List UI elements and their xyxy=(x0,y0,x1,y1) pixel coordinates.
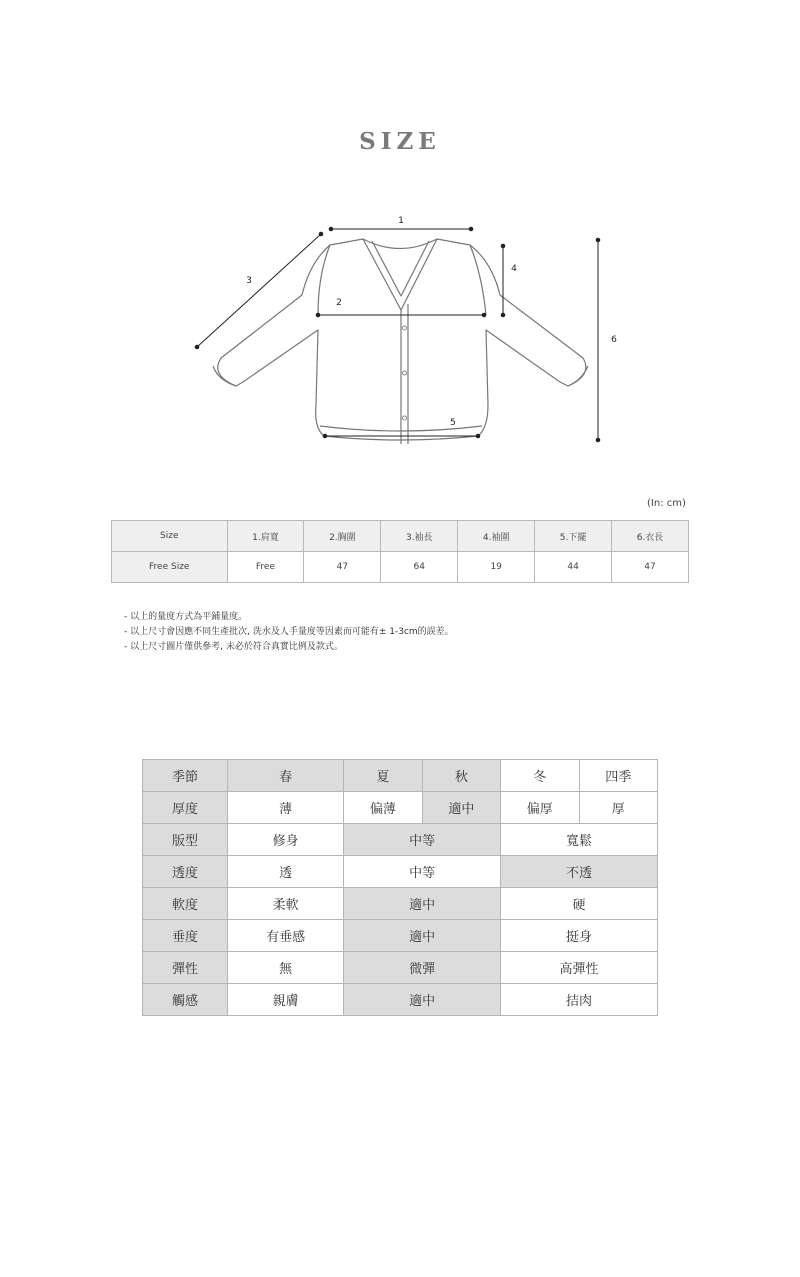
row-label: 透度 xyxy=(143,856,228,888)
option-cell: 適中 xyxy=(344,888,501,920)
row-label: 垂度 xyxy=(143,920,228,952)
left-cuff xyxy=(213,366,236,386)
header-cell: 1.肩寬 xyxy=(227,521,304,552)
page-title: SIZE xyxy=(359,128,441,155)
option-cell: 偏薄 xyxy=(344,792,422,824)
label-2: 2 xyxy=(336,298,342,308)
size-cell: 44 xyxy=(535,552,612,583)
option-cell: 春 xyxy=(228,760,344,792)
option-cell: 適中 xyxy=(344,920,501,952)
option-cell: 高彈性 xyxy=(501,952,658,984)
row-fit xyxy=(143,824,658,856)
size-table-header xyxy=(112,521,689,552)
label-3: 3 xyxy=(246,276,252,286)
button xyxy=(403,326,407,330)
size-cell: 19 xyxy=(458,552,535,583)
option-cell: 微彈 xyxy=(344,952,501,984)
option-cell: 中等 xyxy=(344,856,501,888)
row-elasticity xyxy=(143,952,658,984)
garment-measurement-diagram xyxy=(0,200,800,460)
option-cell: 適中 xyxy=(344,984,501,1016)
button xyxy=(403,371,407,375)
option-cell: 有垂感 xyxy=(228,920,344,952)
option-cell: 秋 xyxy=(422,760,500,792)
cardigan-outline xyxy=(218,239,586,440)
option-cell: 柔軟 xyxy=(228,888,344,920)
option-cell: 親膚 xyxy=(228,984,344,1016)
option-cell: 四季 xyxy=(579,760,658,792)
fabric-properties-table xyxy=(142,759,658,1016)
option-cell: 偏厚 xyxy=(501,792,579,824)
option-cell: 夏 xyxy=(344,760,422,792)
label-6: 6 xyxy=(611,335,617,345)
option-cell: 不透 xyxy=(501,856,658,888)
row-touch xyxy=(143,984,658,1016)
row-thickness xyxy=(143,792,658,824)
label-1: 1 xyxy=(398,216,404,226)
row-softness xyxy=(143,888,658,920)
row-label: 季節 xyxy=(143,760,228,792)
measurement-notes xyxy=(124,610,454,655)
option-cell: 硬 xyxy=(501,888,658,920)
option-cell: 透 xyxy=(228,856,344,888)
option-cell: 薄 xyxy=(228,792,344,824)
header-cell: 5.下擺 xyxy=(535,521,612,552)
option-cell: 無 xyxy=(228,952,344,984)
note-line: - 以上的量度方式為平鋪量度。 xyxy=(124,612,248,622)
row-label: 彈性 xyxy=(143,952,228,984)
label-4: 4 xyxy=(511,264,517,274)
option-cell: 拮肉 xyxy=(501,984,658,1016)
size-cell: Free Size xyxy=(112,552,228,583)
row-label: 版型 xyxy=(143,824,228,856)
row-label: 軟度 xyxy=(143,888,228,920)
size-cell: 47 xyxy=(612,552,689,583)
neckline xyxy=(363,239,437,310)
row-sheerness xyxy=(143,856,658,888)
size-cell: 47 xyxy=(304,552,381,583)
right-cuff xyxy=(568,366,588,386)
unit-label: (In: cm) xyxy=(647,498,686,509)
button xyxy=(403,416,407,420)
header-cell: 3.袖長 xyxy=(381,521,458,552)
note-line: - 以上尺寸圖片僅供參考, 未必於符合真實比例及款式。 xyxy=(124,642,343,652)
header-cell: 2.胸圍 xyxy=(304,521,381,552)
size-table-row xyxy=(112,552,689,583)
label-5: 5 xyxy=(450,418,456,428)
row-label: 觸感 xyxy=(143,984,228,1016)
header-cell: 6.衣長 xyxy=(612,521,689,552)
row-label: 厚度 xyxy=(143,792,228,824)
row-season xyxy=(143,760,658,792)
option-cell: 挺身 xyxy=(501,920,658,952)
option-cell: 適中 xyxy=(422,792,500,824)
size-table xyxy=(111,520,689,583)
note-line: - 以上尺寸會因應不同生產批次, 洗水及人手量度等因素而可能有± 1-3cm的誤差。 xyxy=(124,627,454,637)
option-cell: 修身 xyxy=(228,824,344,856)
row-drape xyxy=(143,920,658,952)
option-cell: 厚 xyxy=(579,792,658,824)
option-cell: 中等 xyxy=(344,824,501,856)
header-cell: 4.袖圍 xyxy=(458,521,535,552)
size-cell: Free xyxy=(227,552,304,583)
header-cell: Size xyxy=(112,521,228,552)
option-cell: 寬鬆 xyxy=(501,824,658,856)
option-cell: 冬 xyxy=(501,760,579,792)
size-cell: 64 xyxy=(381,552,458,583)
